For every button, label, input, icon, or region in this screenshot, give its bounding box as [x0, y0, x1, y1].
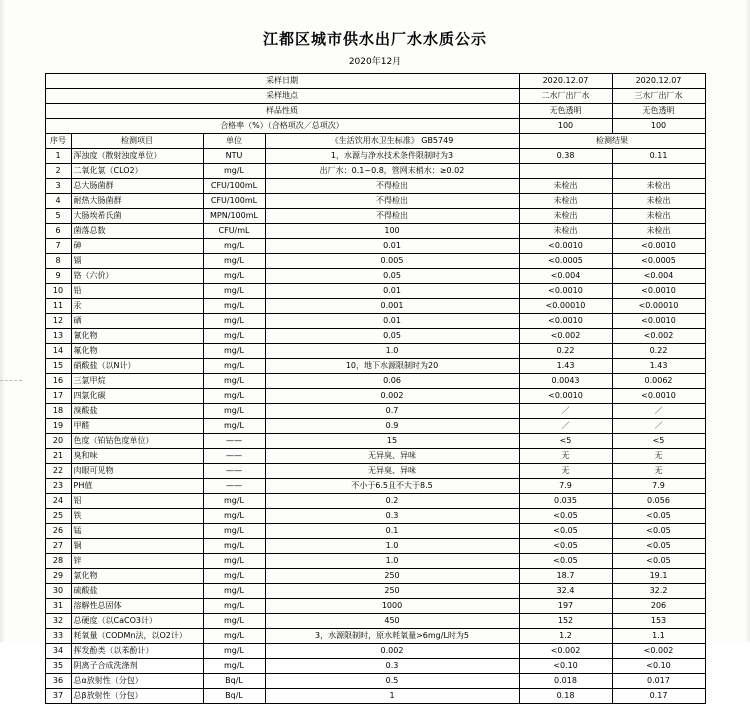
table-row: [45, 224, 705, 239]
cell-result-plant3: <0.0010: [612, 284, 705, 299]
cell-item: 菌落总数: [71, 224, 203, 239]
cell-result-plant2: <0.0010: [519, 239, 612, 254]
cell-standard: 0.01: [265, 284, 519, 299]
cell-no: 16: [45, 374, 71, 389]
cell-unit: mg/L: [203, 524, 265, 539]
cell-item: 锰: [71, 524, 203, 539]
cell-result-plant2: <0.0010: [519, 284, 612, 299]
cell-result-plant2: <0.05: [519, 539, 612, 554]
label-pass-rate: 合格率（%）（合格项次／总项次）: [45, 119, 519, 134]
cell-item: 浑浊度（散射浊度单位）: [71, 149, 203, 164]
cell-standard: 3，水源限制时，原水耗氧量>6mg/L时为5: [265, 629, 519, 644]
cell-item: 色度（铂钴色度单位）: [71, 434, 203, 449]
cell-result-plant2: 7.9: [519, 479, 612, 494]
cell-item: 铜: [71, 539, 203, 554]
cell-unit: mg/L: [203, 509, 265, 524]
value-nature-plant3: 无色透明: [612, 104, 705, 119]
cell-standard: 15: [265, 434, 519, 449]
cell-item: 硝酸盐（以N计）: [71, 359, 203, 374]
cell-item: 大肠埃希氏菌: [71, 209, 203, 224]
cell-result-plant3: <0.0005: [612, 254, 705, 269]
cell-result-plant3: <0.002: [612, 329, 705, 344]
cell-no: 13: [45, 329, 71, 344]
cell-item: 铝: [71, 494, 203, 509]
table-row: [45, 539, 705, 554]
cell-unit: mg/L: [203, 554, 265, 569]
cell-result-plant2: <0.002: [519, 644, 612, 659]
cell-item: 甲醛: [71, 419, 203, 434]
cell-unit: mg/L: [203, 659, 265, 674]
header-row-sampling-location: [45, 89, 705, 104]
cell-result-plant3: 206: [612, 599, 705, 614]
cell-standard: 0.002: [265, 389, 519, 404]
cell-result-plant2: <0.05: [519, 524, 612, 539]
cell-unit: mg/L: [203, 644, 265, 659]
cell-standard: 0.1: [265, 524, 519, 539]
cell-unit: mg/L: [203, 539, 265, 554]
cell-item: 臭和味: [71, 449, 203, 464]
cell-standard: 250: [265, 569, 519, 584]
value-pass-rate-plant3: 100: [612, 119, 705, 134]
cell-standard: 0.05: [265, 329, 519, 344]
scan-edge-right: [745, 0, 750, 642]
cell-no: 12: [45, 314, 71, 329]
cell-unit: mg/L: [203, 419, 265, 434]
cell-standard: 0.05: [265, 269, 519, 284]
cell-unit: ——: [203, 449, 265, 464]
cell-result-plant3: 未检出: [612, 179, 705, 194]
cell-result-plant2: 0.018: [519, 674, 612, 689]
column-header-row: [45, 134, 705, 149]
cell-standard: 450: [265, 614, 519, 629]
page-subtitle: 2020年12月: [348, 57, 402, 67]
cell-no: 35: [45, 659, 71, 674]
cell-unit: Bq/L: [203, 674, 265, 689]
cell-standard: 0.001: [265, 299, 519, 314]
cell-result-plant3: 0.0062: [612, 374, 705, 389]
cell-unit: mg/L: [203, 164, 265, 179]
cell-item: 铁: [71, 509, 203, 524]
cell-result-plant3: 0.056: [612, 494, 705, 509]
cell-unit: mg/L: [203, 599, 265, 614]
cell-result-plant2: 未检出: [519, 194, 612, 209]
cell-standard: 无异臭、异味: [265, 449, 519, 464]
cell-no: 10: [45, 284, 71, 299]
table-row: [45, 569, 705, 584]
cell-unit: mg/L: [203, 254, 265, 269]
cell-unit: mg/L: [203, 614, 265, 629]
cell-standard: 不得检出: [265, 179, 519, 194]
cell-standard: 0.2: [265, 494, 519, 509]
cell-no: 27: [45, 539, 71, 554]
cell-result-plant3: <0.0010: [612, 239, 705, 254]
cell-unit: mg/L: [203, 404, 265, 419]
table-row: [45, 674, 705, 689]
table-row: [45, 644, 705, 659]
cell-standard: 1000: [265, 599, 519, 614]
table-row: [45, 164, 705, 179]
cell-result-plant2: <0.004: [519, 269, 612, 284]
header-row-sampling-date: [45, 74, 705, 89]
cell-result-plant2: 0.0043: [519, 374, 612, 389]
cell-result-plant3: <0.002: [612, 644, 705, 659]
cell-item: 铅: [71, 284, 203, 299]
cell-result-plant3: 0.11: [612, 149, 705, 164]
cell-result-plant2: 18.7: [519, 569, 612, 584]
table-row: [45, 494, 705, 509]
cell-standard: 0.01: [265, 239, 519, 254]
cell-result-plant3: <0.05: [612, 524, 705, 539]
table-row: [45, 614, 705, 629]
cell-unit: mg/L: [203, 314, 265, 329]
cell-no: 5: [45, 209, 71, 224]
cell-no: 21: [45, 449, 71, 464]
cell-result-plant3: 未检出: [612, 224, 705, 239]
cell-standard: 1，水源与净水技术条件限制时为3: [265, 149, 519, 164]
cell-result-plant3: <0.00010: [612, 299, 705, 314]
cell-no: 23: [45, 479, 71, 494]
cell-item: 砷: [71, 239, 203, 254]
cell-no: 7: [45, 239, 71, 254]
table-row: [45, 509, 705, 524]
table-row: [45, 419, 705, 434]
cell-result-plant2: [519, 164, 612, 179]
cell-standard: 0.005: [265, 254, 519, 269]
cell-no: 31: [45, 599, 71, 614]
cell-item: 铬（六价）: [71, 269, 203, 284]
cell-no: 34: [45, 644, 71, 659]
table-row: [45, 464, 705, 479]
cell-item: 硫酸盐: [71, 584, 203, 599]
table-row: [45, 389, 705, 404]
cell-item: 锌: [71, 554, 203, 569]
cell-unit: ——: [203, 434, 265, 449]
cell-standard: 0.3: [265, 659, 519, 674]
column-header-result: 检测结果: [519, 134, 705, 149]
cell-item: 挥发酚类（以苯酚计）: [71, 644, 203, 659]
cell-result-plant2: 无: [519, 464, 612, 479]
header-row-sample-nature: [45, 104, 705, 119]
cell-no: 4: [45, 194, 71, 209]
cell-no: 11: [45, 299, 71, 314]
cell-standard: 0.3: [265, 509, 519, 524]
cell-no: 2: [45, 164, 71, 179]
cell-result-plant3: 7.9: [612, 479, 705, 494]
cell-unit: CFU/100mL: [203, 194, 265, 209]
cell-no: 18: [45, 404, 71, 419]
cell-result-plant3: 19.1: [612, 569, 705, 584]
table-row: [45, 239, 705, 254]
cell-result-plant2: 无: [519, 449, 612, 464]
cell-result-plant2: <0.10: [519, 659, 612, 674]
label-sample-nature: 样品性质: [45, 104, 519, 119]
cell-item: 溶解性总固体: [71, 599, 203, 614]
cell-unit: mg/L: [203, 299, 265, 314]
table-row: [45, 404, 705, 419]
cell-result-plant3: 1.43: [612, 359, 705, 374]
cell-unit: mg/L: [203, 239, 265, 254]
table-row: [45, 374, 705, 389]
cell-no: 6: [45, 224, 71, 239]
cell-result-plant2: 32.4: [519, 584, 612, 599]
table-row: [45, 359, 705, 374]
cell-item: 硒: [71, 314, 203, 329]
cell-result-plant2: ／: [519, 404, 612, 419]
cell-unit: mg/L: [203, 389, 265, 404]
cell-no: 22: [45, 464, 71, 479]
table-row: [45, 659, 705, 674]
cell-unit: ——: [203, 479, 265, 494]
cell-unit: mg/L: [203, 329, 265, 344]
value-pass-rate-plant2: 100: [519, 119, 612, 134]
cell-result-plant2: 1.43: [519, 359, 612, 374]
cell-result-plant2: 0.22: [519, 344, 612, 359]
label-sampling-date: 采样日期: [45, 74, 519, 89]
cell-standard: 0.9: [265, 419, 519, 434]
cell-item: 总β放射性（分包）: [71, 689, 203, 704]
cell-no: 25: [45, 509, 71, 524]
table-row: [45, 209, 705, 224]
table-row: [45, 449, 705, 464]
cell-result-plant2: 未检出: [519, 209, 612, 224]
cell-result-plant2: <0.05: [519, 509, 612, 524]
cell-item: 肉眼可见物: [71, 464, 203, 479]
cell-result-plant2: 152: [519, 614, 612, 629]
table-row: [45, 149, 705, 164]
water-quality-table: [45, 73, 706, 704]
cell-unit: mg/L: [203, 344, 265, 359]
cell-result-plant3: <5: [612, 434, 705, 449]
cell-result-plant3: <0.05: [612, 554, 705, 569]
table-row: [45, 689, 705, 704]
cell-result-plant3: [612, 164, 705, 179]
cell-item: 总硬度（以CaCO3计）: [71, 614, 203, 629]
cell-result-plant3: 32.2: [612, 584, 705, 599]
table-row: [45, 554, 705, 569]
cell-unit: mg/L: [203, 494, 265, 509]
cell-no: 33: [45, 629, 71, 644]
column-header-no: 序号: [45, 134, 71, 149]
cell-item: 总α放射性（分包）: [71, 674, 203, 689]
cell-no: 37: [45, 689, 71, 704]
cell-standard: 1.0: [265, 539, 519, 554]
cell-standard: 不得检出: [265, 194, 519, 209]
cell-result-plant2: <0.00010: [519, 299, 612, 314]
cell-unit: mg/L: [203, 269, 265, 284]
cell-result-plant2: ／: [519, 419, 612, 434]
page-title: 江都区城市供水出厂水水质公示: [262, 30, 487, 48]
cell-unit: CFU/mL: [203, 224, 265, 239]
table-row: [45, 314, 705, 329]
cell-standard: 0.7: [265, 404, 519, 419]
cell-result-plant3: 无: [612, 464, 705, 479]
cell-unit: CFU/100mL: [203, 179, 265, 194]
cell-no: 15: [45, 359, 71, 374]
table-body: [45, 149, 705, 704]
cell-standard: 1.0: [265, 554, 519, 569]
scan-artifact-line: [0, 380, 22, 381]
cell-unit: mg/L: [203, 374, 265, 389]
cell-result-plant3: <0.0010: [612, 314, 705, 329]
cell-unit: Bq/L: [203, 689, 265, 704]
cell-no: 29: [45, 569, 71, 584]
cell-standard: 0.5: [265, 674, 519, 689]
cell-standard: 不得检出: [265, 209, 519, 224]
cell-result-plant3: 0.22: [612, 344, 705, 359]
cell-result-plant2: <5: [519, 434, 612, 449]
cell-result-plant2: 未检出: [519, 224, 612, 239]
scan-edge-left: [0, 0, 5, 642]
cell-standard: 无异臭、异味: [265, 464, 519, 479]
cell-item: 氯化物: [71, 569, 203, 584]
table-row: [45, 179, 705, 194]
cell-no: 32: [45, 614, 71, 629]
value-location-plant2: 二水厂出厂水: [519, 89, 612, 104]
cell-result-plant3: ／: [612, 404, 705, 419]
table-row: [45, 479, 705, 494]
cell-no: 14: [45, 344, 71, 359]
value-sampling-date-plant2: 2020.12.07: [519, 74, 612, 89]
table-row: [45, 629, 705, 644]
value-sampling-date-plant3: 2020.12.07: [612, 74, 705, 89]
cell-no: 20: [45, 434, 71, 449]
table-row: [45, 329, 705, 344]
cell-result-plant3: 未检出: [612, 209, 705, 224]
cell-result-plant2: 197: [519, 599, 612, 614]
cell-standard: 0.06: [265, 374, 519, 389]
cell-unit: mg/L: [203, 629, 265, 644]
cell-no: 3: [45, 179, 71, 194]
cell-item: 二氧化氯（CLO2）: [71, 164, 203, 179]
cell-item: 溴酸盐: [71, 404, 203, 419]
cell-no: 1: [45, 149, 71, 164]
cell-result-plant2: 0.035: [519, 494, 612, 509]
cell-no: 19: [45, 419, 71, 434]
column-header-unit: 单位: [203, 134, 265, 149]
cell-item: 镉: [71, 254, 203, 269]
cell-standard: 250: [265, 584, 519, 599]
cell-result-plant3: <0.05: [612, 539, 705, 554]
table-row: [45, 299, 705, 314]
cell-result-plant2: 0.18: [519, 689, 612, 704]
cell-no: 24: [45, 494, 71, 509]
cell-no: 8: [45, 254, 71, 269]
cell-result-plant2: 0.38: [519, 149, 612, 164]
table-row: [45, 524, 705, 539]
cell-standard: 出厂水：0.1~0.8，管网末梢水：≥0.02: [265, 164, 519, 179]
cell-unit: mg/L: [203, 584, 265, 599]
cell-item: 三氯甲烷: [71, 374, 203, 389]
cell-result-plant3: <0.004: [612, 269, 705, 284]
cell-result-plant3: 0.017: [612, 674, 705, 689]
cell-unit: mg/L: [203, 284, 265, 299]
cell-result-plant3: <0.05: [612, 509, 705, 524]
cell-item: 氟化物: [71, 344, 203, 359]
header-row-pass-rate: [45, 119, 705, 134]
cell-result-plant3: <0.0010: [612, 389, 705, 404]
cell-result-plant2: 未检出: [519, 179, 612, 194]
cell-result-plant2: <0.002: [519, 329, 612, 344]
cell-no: 17: [45, 389, 71, 404]
cell-no: 26: [45, 524, 71, 539]
table-row: [45, 269, 705, 284]
column-header-item: 检测项目: [71, 134, 203, 149]
cell-result-plant2: <0.0010: [519, 314, 612, 329]
table-row: [45, 599, 705, 614]
cell-standard: 1.0: [265, 344, 519, 359]
cell-no: 9: [45, 269, 71, 284]
column-header-standard: 《生活饮用水卫生标准》 GB5749: [265, 134, 519, 149]
cell-item: 四氯化碳: [71, 389, 203, 404]
cell-result-plant3: 1.1: [612, 629, 705, 644]
cell-item: 耗氧量（CODMn法，以O2计）: [71, 629, 203, 644]
cell-standard: 1: [265, 689, 519, 704]
table-row: [45, 284, 705, 299]
cell-result-plant3: 未检出: [612, 194, 705, 209]
cell-result-plant2: <0.05: [519, 554, 612, 569]
table-row: [45, 254, 705, 269]
table-row: [45, 194, 705, 209]
cell-standard: 0.01: [265, 314, 519, 329]
cell-unit: ——: [203, 464, 265, 479]
label-sampling-location: 采样地点: [45, 89, 519, 104]
cell-result-plant3: ／: [612, 419, 705, 434]
cell-item: 氰化物: [71, 329, 203, 344]
cell-no: 30: [45, 584, 71, 599]
cell-standard: 0.002: [265, 644, 519, 659]
cell-standard: 100: [265, 224, 519, 239]
cell-result-plant2: <0.0005: [519, 254, 612, 269]
cell-unit: mg/L: [203, 359, 265, 374]
cell-item: PH值: [71, 479, 203, 494]
cell-result-plant3: 153: [612, 614, 705, 629]
cell-result-plant3: 0.17: [612, 689, 705, 704]
cell-item: 总大肠菌群: [71, 179, 203, 194]
cell-item: 耐热大肠菌群: [71, 194, 203, 209]
cell-item: 阴离子合成洗涤剂: [71, 659, 203, 674]
cell-result-plant2: 1.2: [519, 629, 612, 644]
cell-item: 汞: [71, 299, 203, 314]
cell-unit: NTU: [203, 149, 265, 164]
cell-no: 28: [45, 554, 71, 569]
cell-no: 36: [45, 674, 71, 689]
value-nature-plant2: 无色透明: [519, 104, 612, 119]
cell-result-plant3: <0.10: [612, 659, 705, 674]
cell-unit: MPN/100mL: [203, 209, 265, 224]
cell-standard: 不小于6.5且不大于8.5: [265, 479, 519, 494]
table-row: [45, 434, 705, 449]
table-row: [45, 584, 705, 599]
table-row: [45, 344, 705, 359]
cell-result-plant2: <0.0010: [519, 389, 612, 404]
cell-standard: 10，地下水源限制时为20: [265, 359, 519, 374]
cell-result-plant3: 无: [612, 449, 705, 464]
value-location-plant3: 三水厂出厂水: [612, 89, 705, 104]
cell-unit: mg/L: [203, 569, 265, 584]
